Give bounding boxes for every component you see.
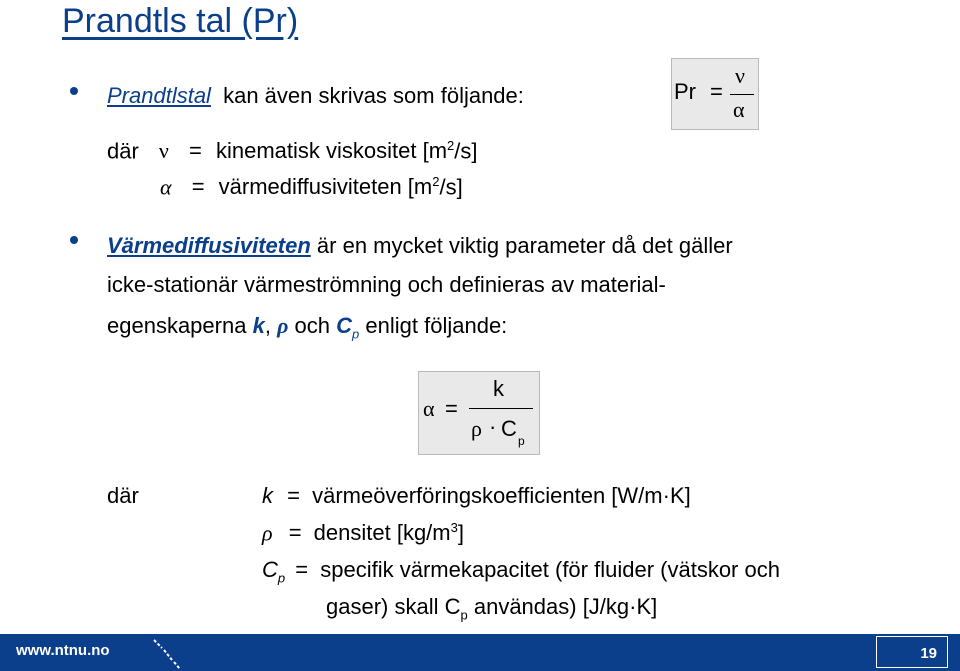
k-def-dot: · [662, 483, 670, 508]
alpha-eq: = [191, 174, 205, 200]
alpha-tail: /s] [439, 174, 463, 200]
den-c: C [501, 416, 517, 441]
pr-formula [671, 58, 759, 130]
alpha-formula [418, 371, 540, 455]
cp-def-eq: = [295, 557, 309, 582]
bullet2-line1-text: är en mycket viktig parameter då det gäller [316, 233, 733, 258]
alpha-sup: 2 [432, 174, 440, 189]
alpha-formula-eq: = [445, 396, 458, 421]
c-symbol: C [336, 313, 353, 338]
line3-post: enligt följande: [365, 313, 508, 338]
p-sub: p [352, 326, 360, 342]
rho-def-tail: ] [457, 520, 464, 546]
alpha-lhs: α [423, 396, 435, 421]
pr-eq: = [710, 79, 723, 104]
cp-def-text1: specifik värmekapacitet (för fluider (vätskor och [320, 557, 780, 582]
bullet-icon [70, 236, 78, 244]
cp-def-text2: gaser) skall C [326, 594, 461, 619]
cp-def-text2-sub: p [460, 607, 468, 623]
rho-symbol: ρ [277, 313, 289, 338]
nu-eq: = [189, 138, 202, 164]
alpha-numerator: k [493, 376, 504, 401]
pr-numerator: ν [735, 63, 745, 88]
bullet2-line3 [107, 313, 507, 341]
cp-def-symbol: C [262, 557, 278, 582]
footer-decoration-icon [150, 636, 190, 670]
k-def-eq: = [287, 483, 300, 508]
cp-def-sub: p [277, 570, 286, 586]
comma: , [264, 313, 271, 338]
prandtlstal-link[interactable]: Prandtlstal [107, 83, 211, 108]
page-number: 19 [920, 645, 937, 662]
pr-fraction-line [730, 94, 754, 95]
rho-def-text: densitet [kg/m [313, 520, 451, 546]
den-rho: ρ [471, 416, 482, 441]
rho-def-symbol: ρ [262, 520, 273, 546]
nu-symbol: ν [158, 138, 169, 164]
k-def-symbol: k [262, 483, 273, 508]
alpha-text: värmediffusiviteten [m [218, 174, 433, 200]
line3-pre: egenskaperna [107, 313, 247, 338]
bullet1-text: kan även skrivas som följande: [223, 83, 524, 108]
k-def-tail: K] [669, 483, 691, 508]
pr-denominator: α [733, 97, 745, 122]
rho-def-sup: 3 [450, 520, 458, 535]
nu-sup: 2 [447, 138, 455, 153]
page-title: Prandtls tal (Pr) [62, 2, 299, 40]
def-k-row [262, 483, 691, 509]
def-rho-row [262, 520, 464, 546]
den-p: p [518, 434, 525, 448]
footer-url-link[interactable]: www.ntnu.no [16, 642, 110, 659]
k-def-text: värmeöverföringskoefficienten [W/m [312, 483, 663, 508]
cp-def-text2-post: användas) [J/kg [473, 594, 630, 619]
bullet2-line1 [107, 233, 733, 259]
def-nu-row [107, 138, 478, 164]
def-alpha-row [160, 174, 463, 200]
where-label: där [107, 138, 139, 164]
bullet-icon [70, 87, 78, 95]
nu-tail: /s] [454, 138, 478, 164]
where-label-2: där [107, 483, 139, 508]
k-symbol: k [252, 313, 265, 338]
alpha-fraction-line [469, 408, 533, 409]
alpha-symbol: α [160, 174, 172, 200]
bullet1 [107, 83, 524, 109]
footer-bar [0, 634, 960, 671]
vaermediffusiviteten-link[interactable]: Värmediffusiviteten [107, 233, 311, 258]
def-cp-row2 [326, 594, 657, 622]
den-dot: · [489, 414, 497, 439]
cp-def-tail: K] [636, 594, 658, 619]
def-cp-row [262, 557, 780, 585]
och-word: och [294, 313, 331, 338]
cp-def-dot: · [629, 594, 637, 619]
bullet2-line2: icke-stationär värmeströmning och definieras av material- [107, 272, 666, 297]
pr-lhs: Pr [674, 79, 696, 104]
page-number-box [876, 636, 948, 668]
nu-text: kinematisk viskositet [m [215, 138, 448, 164]
rho-def-eq: = [288, 520, 302, 546]
